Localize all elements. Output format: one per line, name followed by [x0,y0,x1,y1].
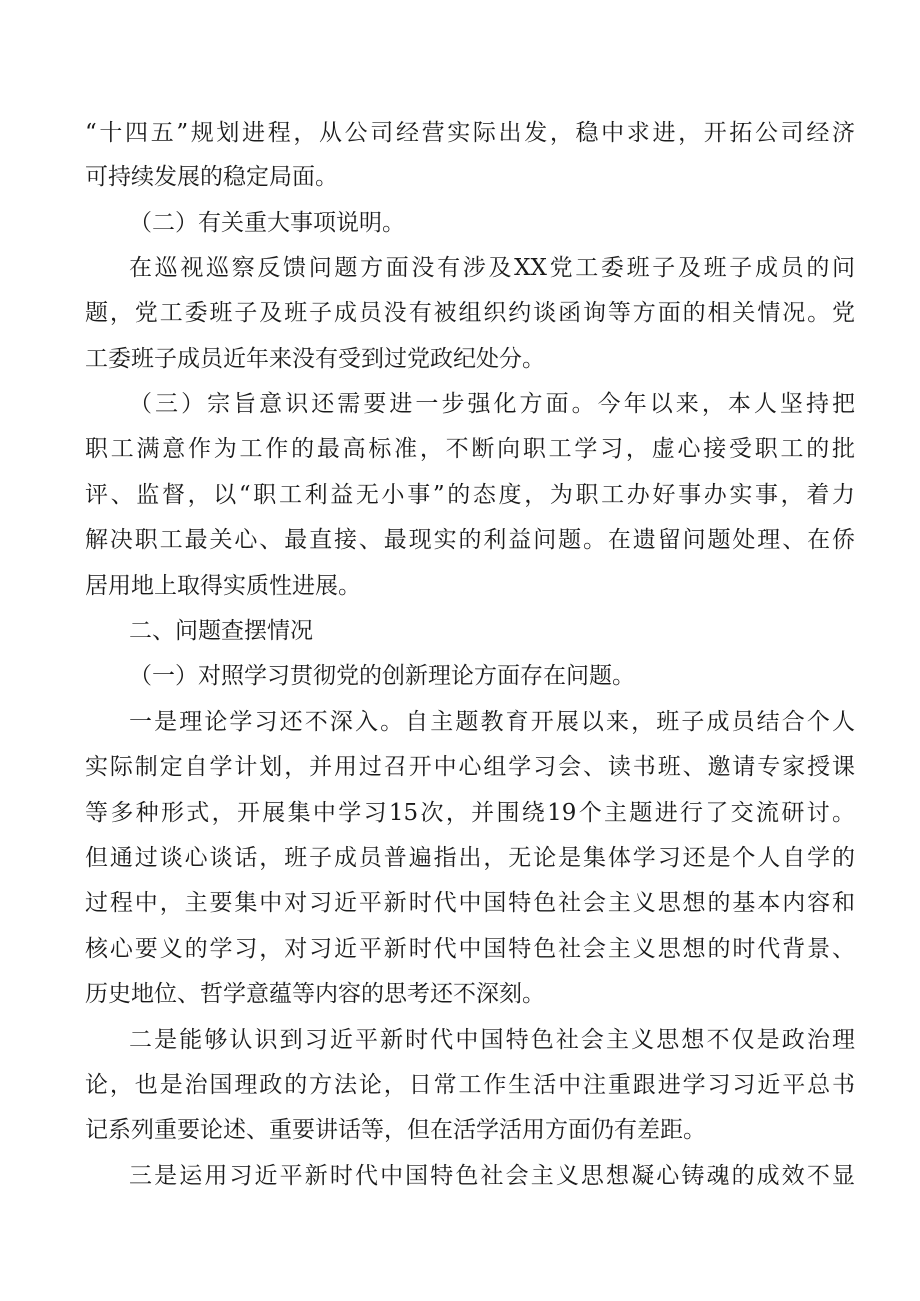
text-line: 实际制定自学计划，并用过召开中心组学习会、读书班、邀请专家授课 [85,754,855,780]
text-line: 三是运用习近平新时代中国特色社会主义思想凝心铸魂的成效不显 [129,1163,855,1189]
section-heading: （二）有关重大事项说明。 [129,210,405,236]
text-line: 历史地位、哲学意蕴等内容的思考还不深刻。 [85,981,545,1007]
section-heading: 二、问题查摆情况 [129,618,313,644]
text-line: 工委班子成员近年来没有受到过党政纪处分。 [85,346,545,372]
text-line: 评、监督，以“职工利益无小事”的态度，为职工办好事办实事，着力 [85,482,855,508]
text-line: 可持续发展的稳定局面。 [85,164,338,190]
text-line: 解决职工最关心、最直接、最现实的利益问题。在遗留问题处理、在侨 [85,527,855,553]
text-line: 职工满意作为工作的最高标准，不断向职工学习，虚心接受职工的批 [85,436,855,462]
text-line: “十四五”规划进程，从公司经营实际出发，稳中求进，开拓公司经济 [85,120,855,146]
text-line: 论，也是治国理政的方法论，日常工作生活中注重跟进学习习近平总书 [85,1072,855,1098]
text-line: 一是理论学习还不深入。自主题教育开展以来，班子成员结合个人 [129,709,855,735]
text-line: 记系列重要论述、重要讲话等，但在活学活用方面仍有差距。 [85,1117,706,1143]
text-line: 等多种形式，开展集中学习15次，并围绕19个主题进行了交流研讨。 [85,800,855,826]
text-line: （三）宗旨意识还需要进一步强化方面。今年以来，本人坚持把 [129,391,855,417]
text-line: 过程中，主要集中对习近平新时代中国特色社会主义思想的基本内容和 [85,890,855,916]
text-line: 二是能够认识到习近平新时代中国特色社会主义思想不仅是政治理 [129,1027,855,1053]
text-line: 但通过谈心谈话，班子成员普遍指出，无论是集体学习还是个人自学的 [85,845,855,871]
subsection-heading: （一）对照学习贯彻党的创新理论方面存在问题。 [129,663,635,689]
text-line: 题，党工委班子及班子成员没有被组织约谈函询等方面的相关情况。党 [85,300,855,326]
text-line: 核心要义的学习，对习近平新时代中国特色社会主义思想的时代背景、 [85,936,855,962]
text-line: 在巡视巡察反馈问题方面没有涉及XX党工委班子及班子成员的问 [129,255,855,281]
text-line: 居用地上取得实质性进展。 [85,573,361,599]
